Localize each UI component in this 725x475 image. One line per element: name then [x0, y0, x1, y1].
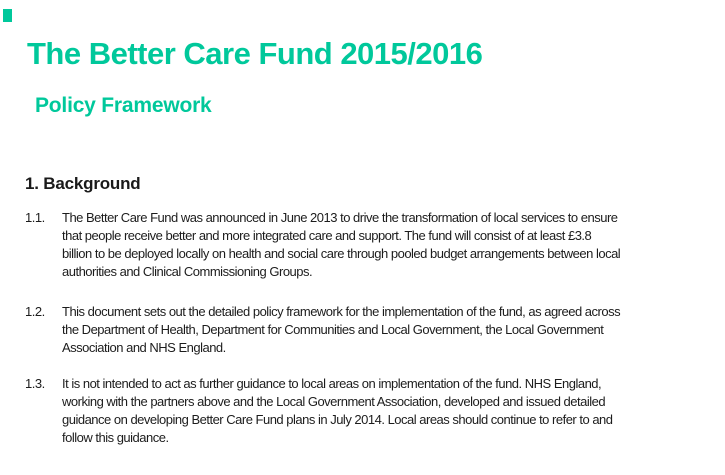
paragraph-line: follow this guidance. — [62, 430, 169, 445]
paragraph-line: guidance on developing Better Care Fund plans in July 2014. Local areas should continue to refer to and — [62, 412, 613, 427]
paragraph-line: The Better Care Fund was announced in June 2013 to drive the transformation of local services to ensure — [62, 210, 618, 225]
section-heading-background: 1. Background — [25, 174, 141, 193]
paragraph-line: Association and NHS England. — [62, 340, 226, 355]
paragraph-text — [62, 209, 620, 281]
paragraph-line: billion to be deployed locally on health and social care through pooled budget arrangements between local — [62, 246, 621, 261]
teal-corner-mark — [3, 9, 12, 22]
document-subtitle: Policy Framework — [35, 94, 212, 117]
paragraph-line: This document sets out the detailed policy framework for the implementation of the fund, as agreed across — [62, 304, 621, 319]
paragraph-1-1 — [25, 209, 620, 281]
document-title: The Better Care Fund 2015/2016 — [27, 36, 483, 71]
paragraph-number: 1.2. — [25, 304, 45, 319]
paragraph-number: 1.3. — [25, 376, 45, 391]
paragraph-line: that people receive better and more integrated care and support. The fund will consist of at least £3.8 — [62, 228, 592, 243]
paragraph-text — [62, 303, 620, 357]
paragraph-line: It is not intended to act as further guidance to local areas on implementation of the fund. NHS England, — [62, 376, 602, 391]
paragraph-line: authorities and Clinical Commissioning Groups. — [62, 264, 313, 279]
paragraph-number: 1.1. — [25, 210, 45, 225]
paragraph-line: working with the partners above and the Local Government Association, developed and issued detailed — [62, 394, 606, 409]
paragraph-line: the Department of Health, Department for Communities and Local Government, the Local Government — [62, 322, 604, 337]
paragraph-1-3 — [25, 375, 613, 447]
paragraph-text — [62, 375, 613, 447]
paragraph-1-2 — [25, 303, 620, 357]
